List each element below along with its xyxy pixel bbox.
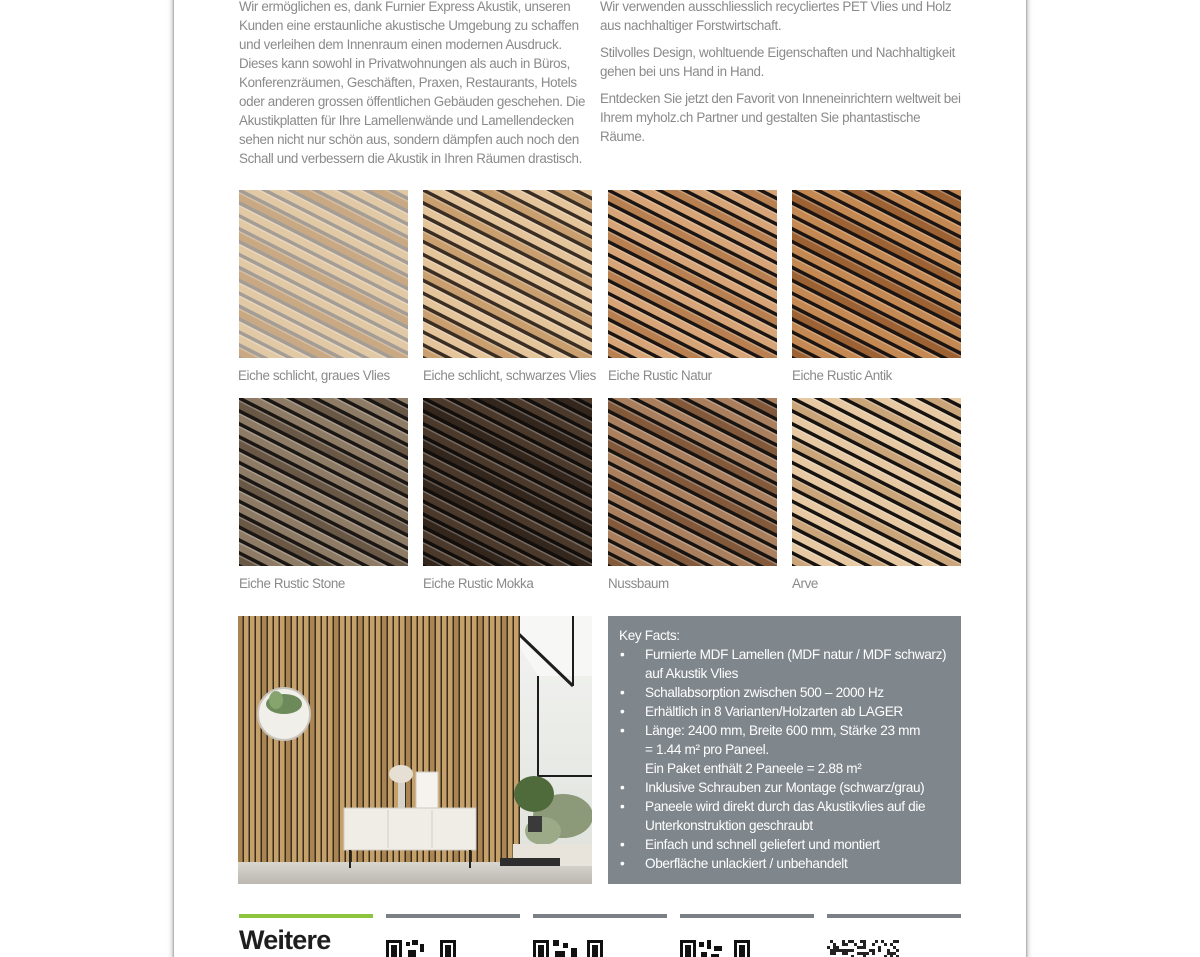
swatch-caption: Nussbaum bbox=[608, 576, 669, 591]
key-fact-item: • Erhältlich in 8 Varianten/Holzarten ab LAGER bbox=[619, 702, 949, 721]
intro-paragraph: Stilvolles Design, wohltuende Eigenschaften und Nachhaltigkeit gehen bei uns Hand in Hand. bbox=[600, 45, 955, 79]
swatch-image bbox=[239, 398, 408, 566]
key-fact-item: • Länge: 2400 mm, Breite 600 mm, Stärke 23 mm bbox=[619, 721, 949, 740]
swatch-caption: Eiche schlicht, graues Vlies bbox=[238, 368, 390, 383]
key-facts-panel bbox=[608, 616, 961, 884]
room-photo bbox=[238, 616, 592, 884]
key-fact-item: = 1.44 m² pro Paneel. bbox=[645, 742, 769, 757]
key-fact-item: • Paneele wird direkt durch das Akustikvlies auf die bbox=[619, 797, 949, 816]
swatch-caption: Arve bbox=[792, 576, 818, 591]
swatch-image bbox=[239, 190, 408, 358]
intro-paragraph: Wir verwenden ausschliesslich recycliertes PET Vlies und Holz aus nachhaltiger Forstwirtschaft. bbox=[600, 0, 952, 33]
swatch-image bbox=[423, 190, 592, 358]
key-fact-item: • Oberfläche unlackiert / unbehandelt bbox=[619, 854, 949, 873]
key-fact-item: Ein Paket enthält 2 Paneele = 2.88 m² bbox=[645, 761, 862, 776]
swatch-caption: Eiche schlicht, schwarzes Vlies bbox=[423, 368, 596, 383]
footer-rule bbox=[680, 914, 814, 918]
room-illustration bbox=[238, 616, 592, 884]
swatch-image bbox=[608, 398, 777, 566]
swatch-image bbox=[608, 190, 777, 358]
footer-rule bbox=[386, 914, 520, 918]
swatch-caption: Eiche Rustic Antik bbox=[792, 368, 892, 383]
intro-left-column bbox=[239, 0, 589, 176]
key-facts-list bbox=[619, 645, 949, 873]
key-fact-item: auf Akustik Vlies bbox=[645, 666, 739, 681]
intro-paragraph: Wir ermöglichen es, dank Furnier Express Akustik, unseren Kunden eine erstaunliche akustische Umgebung zu schaffen und verleihen dem Innenraum einen modernen Ausdruck. Dieses kann sowohl in Privatwohnungen als auch in Büros, Konferenzräumen, Geschäften, Praxen, Restaurants, Hotels oder anderen grossen öffentlichen Gebäuden geschehen. Die Akustikplatten für Ihre Lamellenwände und Lamellendecken sehen nicht nur schön aus, sondern dämpfen auch noch den Schall und verbessern die Akustik in Ihren Räumen drastisch. bbox=[239, 0, 586, 166]
key-fact-item: • Schallabsorption zwischen 500 – 2000 Hz bbox=[619, 683, 949, 702]
intro-paragraph: Entdecken Sie jetzt den Favorit von Inneneinrichtern weltweit bei Ihrem myholz.ch Partner und gestalten Sie phantastische Räume. bbox=[600, 91, 961, 144]
footer-accent-rule bbox=[239, 914, 373, 918]
footer-rule bbox=[533, 914, 667, 918]
swatch-caption: Eiche Rustic Natur bbox=[608, 368, 712, 383]
swatch-caption: Eiche Rustic Stone bbox=[239, 576, 345, 591]
intro-right-column bbox=[600, 0, 965, 154]
swatch-image bbox=[423, 398, 592, 566]
footer-rule bbox=[827, 914, 961, 918]
key-fact-item: • Einfach und schnell geliefert und montiert bbox=[619, 835, 949, 854]
qr-code-icon[interactable] bbox=[680, 940, 752, 957]
key-fact-item: • Inklusive Schrauben zur Montage (schwarz/grau) bbox=[619, 778, 949, 797]
qr-code-icon[interactable] bbox=[533, 940, 605, 957]
key-fact-item: Unterkonstruktion geschraubt bbox=[645, 818, 813, 833]
swatch-caption: Eiche Rustic Mokka bbox=[423, 576, 534, 591]
swatch-image bbox=[792, 398, 961, 566]
qr-code-icon[interactable] bbox=[827, 940, 899, 957]
qr-code-icon[interactable] bbox=[386, 940, 458, 957]
key-fact-item: • Furnierte MDF Lamellen (MDF natur / MDF schwarz) bbox=[619, 645, 949, 664]
key-facts-heading: Key Facts: bbox=[619, 628, 680, 643]
footer-heading: Weitere bbox=[239, 925, 331, 955]
swatch-image bbox=[792, 190, 961, 358]
